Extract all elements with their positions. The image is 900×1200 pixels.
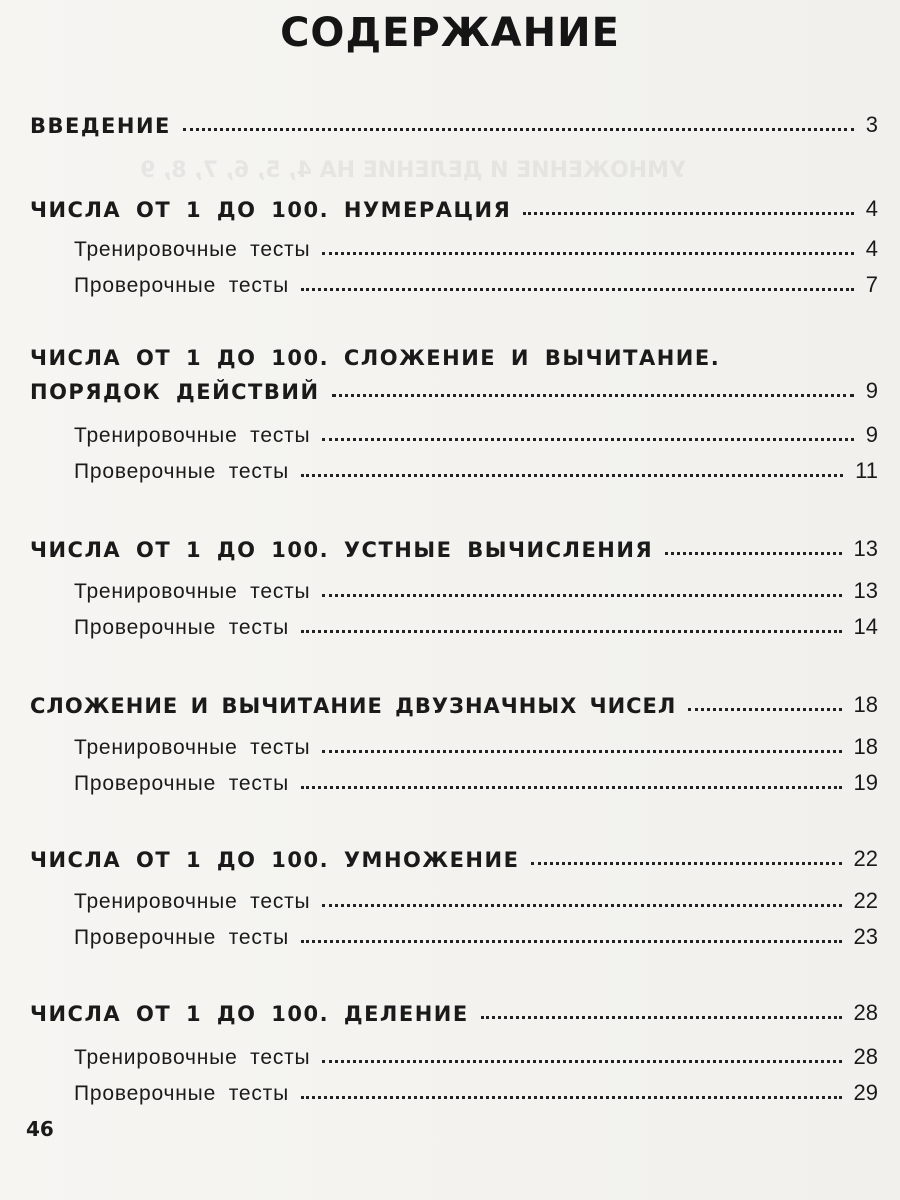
toc-page-number: 3 xyxy=(865,112,878,137)
toc-entry-label: Тренировочные тесты xyxy=(74,1046,311,1069)
toc-entry-label: Тренировочные тесты xyxy=(74,424,311,447)
toc-subentry[interactable] xyxy=(74,574,878,604)
toc-subentry[interactable] xyxy=(74,418,878,448)
toc-entry-label: ЧИСЛА ОТ 1 ДО 100. УМНОЖЕНИЕ xyxy=(30,848,520,872)
dot-leader xyxy=(523,212,854,215)
dot-leader xyxy=(481,1016,842,1019)
toc-section-entry[interactable] xyxy=(30,688,878,718)
toc-page-number: 18 xyxy=(853,734,878,759)
toc-entry-label: ЧИСЛА ОТ 1 ДО 100. УСТНЫЕ ВЫЧИСЛЕНИЯ xyxy=(30,538,654,562)
toc-entry-label: Тренировочные тесты xyxy=(74,580,311,603)
toc-entry-label: Проверочные тесты xyxy=(74,772,289,795)
dot-leader xyxy=(332,394,854,397)
toc-page-number: 13 xyxy=(853,536,878,561)
toc-page-number: 9 xyxy=(865,422,878,447)
toc-page-number: 28 xyxy=(853,1044,878,1069)
dot-leader xyxy=(322,438,853,441)
toc-subentry[interactable] xyxy=(74,730,878,760)
toc-entry-label: ВВЕДЕНИЕ xyxy=(30,114,171,138)
toc-page-number: 22 xyxy=(853,846,878,871)
toc-entry-label: Проверочные тесты xyxy=(74,274,289,297)
toc-entry-label: Тренировочные тесты xyxy=(74,736,311,759)
toc-page-number: 4 xyxy=(865,236,878,261)
toc-entry-label: Проверочные тесты xyxy=(74,1082,289,1105)
toc-subentry[interactable] xyxy=(74,920,878,950)
dot-leader xyxy=(665,552,841,555)
dot-leader xyxy=(322,594,841,597)
toc-section-entry[interactable] xyxy=(30,532,878,562)
toc-entry-label: ПОРЯДОК ДЕЙСТВИЙ xyxy=(30,380,320,404)
page-number: 46 xyxy=(26,1117,54,1141)
toc-entry-label: Проверочные тесты xyxy=(74,460,289,483)
dot-leader xyxy=(301,474,843,477)
toc-page-number: 28 xyxy=(853,1000,878,1025)
dot-leader xyxy=(183,128,854,131)
toc-section-entry[interactable] xyxy=(30,108,878,138)
dot-leader xyxy=(301,1096,842,1099)
toc-page-number: 23 xyxy=(853,924,878,949)
toc-subentry[interactable] xyxy=(74,766,878,796)
toc-entry-label: Тренировочные тесты xyxy=(74,238,311,261)
toc-page-number: 18 xyxy=(853,692,878,717)
dot-leader xyxy=(301,940,842,943)
dot-leader xyxy=(531,862,841,865)
bleed-through-text: УМНОЖЕНИЕ И ДЕЛЕНИЕ НА 4, 5, 6, 7, 8, 9 xyxy=(140,158,686,183)
dot-leader xyxy=(301,288,854,291)
toc-section-entry[interactable] xyxy=(30,842,878,872)
toc-page-number: 11 xyxy=(855,458,878,483)
toc-page-number: 7 xyxy=(865,272,878,297)
toc-page-number: 14 xyxy=(853,614,878,639)
toc-entry-label-line1: ЧИСЛА ОТ 1 ДО 100. СЛОЖЕНИЕ И ВЫЧИТАНИЕ. xyxy=(30,346,721,370)
dot-leader xyxy=(322,750,841,753)
toc-subentry[interactable] xyxy=(74,1076,878,1106)
toc-page-number: 22 xyxy=(853,888,878,913)
dot-leader xyxy=(322,904,841,907)
dot-leader xyxy=(301,786,842,789)
dot-leader xyxy=(322,252,853,255)
toc-entry-label: ЧИСЛА ОТ 1 ДО 100. НУМЕРАЦИЯ xyxy=(30,198,512,222)
page-title: СОДЕРЖАНИЕ xyxy=(280,10,620,56)
toc-page-number: 29 xyxy=(853,1080,878,1105)
toc-page-number: 19 xyxy=(853,770,878,795)
toc-subentry[interactable] xyxy=(74,268,878,298)
toc-entry-label: СЛОЖЕНИЕ И ВЫЧИТАНИЕ ДВУЗНАЧНЫХ ЧИСЕЛ xyxy=(30,694,677,718)
toc-subentry[interactable] xyxy=(74,1040,878,1070)
toc-entry-label: Проверочные тесты xyxy=(74,926,289,949)
dot-leader xyxy=(688,708,841,711)
dot-leader xyxy=(301,630,842,633)
dot-leader xyxy=(322,1060,841,1063)
toc-page-number: 4 xyxy=(865,196,878,221)
toc-entry-label: Тренировочные тесты xyxy=(74,890,311,913)
toc-section-entry[interactable] xyxy=(30,374,878,404)
toc-page-number: 13 xyxy=(853,578,878,603)
toc-section-entry[interactable] xyxy=(30,996,878,1026)
toc-subentry[interactable] xyxy=(74,884,878,914)
toc-subentry[interactable] xyxy=(74,232,878,262)
toc-page-number: 9 xyxy=(865,378,878,403)
toc-entry-label: ЧИСЛА ОТ 1 ДО 100. ДЕЛЕНИЕ xyxy=(30,1002,469,1026)
toc-subentry[interactable] xyxy=(74,610,878,640)
toc-entry-label: Проверочные тесты xyxy=(74,616,289,639)
toc-section-entry[interactable] xyxy=(30,192,878,222)
toc-subentry[interactable] xyxy=(74,454,878,484)
